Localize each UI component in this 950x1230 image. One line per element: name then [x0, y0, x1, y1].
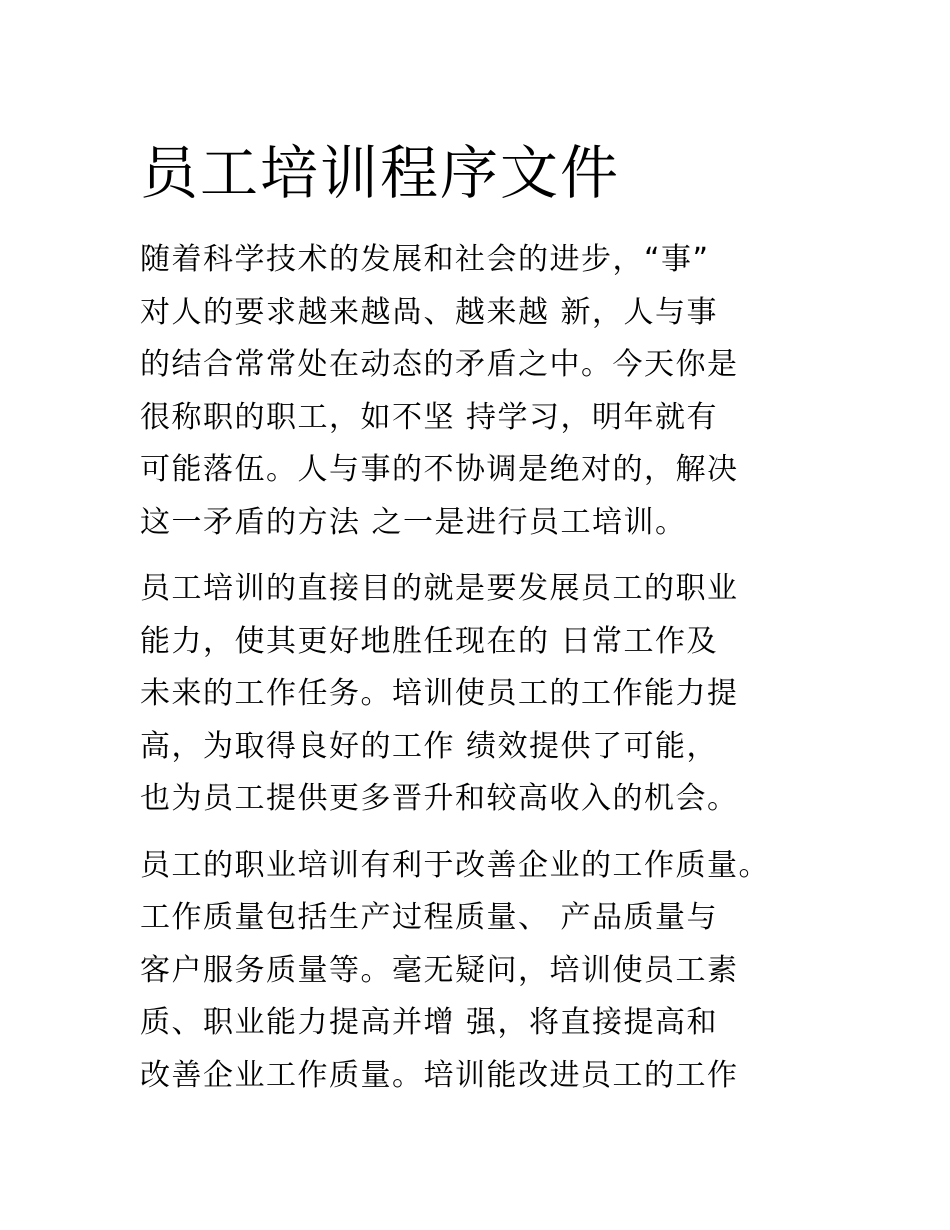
paragraph-2 [140, 563, 840, 826]
paragraph-line: 工作质量包括生产过程质量、 产品质量与 [140, 900, 719, 935]
paragraph-line: 质、职业能力提高并增 强，将直接提高和 [140, 1005, 719, 1040]
paragraph-line: 可能落伍。人与事的不协调是绝对的，解决 [140, 452, 739, 487]
paragraph-line: 随着科学技术的发展和社会的进步，“事” [140, 242, 710, 277]
paragraph-line: 未来的工作任务。培训使员工的工作能力提 [140, 676, 739, 711]
paragraph-1 [140, 234, 840, 549]
paragraph-line: 员工培训的直接目的就是要发展员工的职业 [140, 571, 739, 606]
document-title: 员工培训程序文件 [140, 139, 621, 207]
paragraph-line: 也为员工提供更多晋升和较高收入的机会。 [140, 781, 739, 816]
paragraph-line: 改善企业工作质量。培训能改进员工的工作 [140, 1057, 739, 1093]
paragraph-line: 客户服务质量等。毫无疑问，培训使员工素 [140, 952, 739, 988]
paragraph-line: 的结合常常处在动态的矛盾之中。今天你是 [140, 347, 739, 382]
paragraph-line: 这一矛盾的方法 之一是进行员工培训。 [140, 504, 687, 540]
paragraph-line: 能力，使其更好地胜任现在的 日常工作及 [140, 623, 719, 659]
document-page [140, 138, 840, 1116]
paragraph-line: 高，为取得良好的工作 绩效提供了可能， [140, 728, 719, 764]
paragraph-line: 对人的要求越来越咼、越来越 新，人与事 [140, 294, 719, 330]
paragraph-3 [140, 840, 840, 1103]
paragraph-line: 员工的职业培训有利于改善企业的工作质量。 [140, 847, 770, 883]
paragraph-line: 很称职的职工，如不坚 持学习，明年就有 [140, 399, 719, 435]
